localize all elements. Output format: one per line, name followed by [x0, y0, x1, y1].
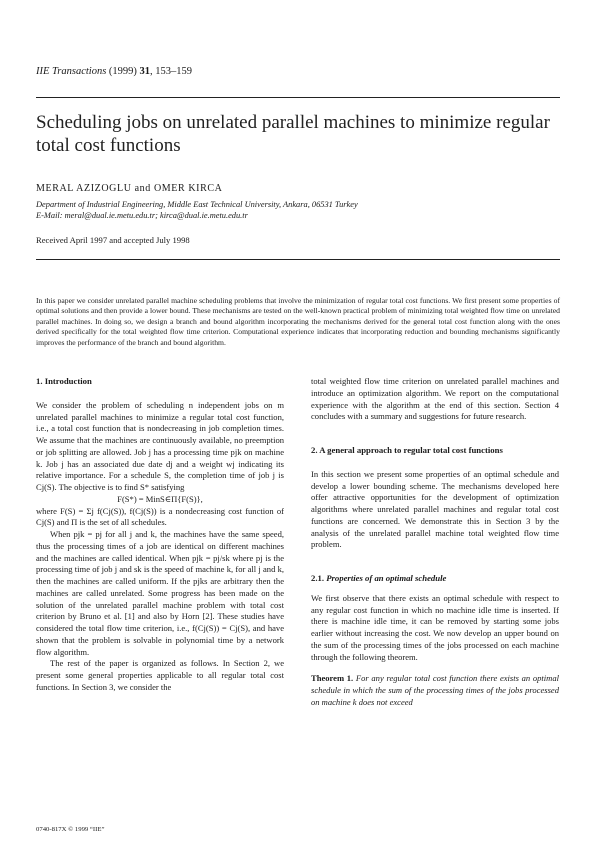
top-rule: [36, 97, 560, 98]
theorem-text: For any regular total cost function there exists an optimal schedule in which the sum of the processing times of the jobs processed on machine k does not exceed: [311, 673, 559, 707]
section-1-continuation: total weighted flow time criterion on unrelated parallel machines and introduce an optimization algorithm. We report on the computational experience with the algorithm at the end of this section. Section 4 concludes with a summary and suggestions for future research.: [311, 376, 559, 422]
section-1-paragraph-2: where F(S) = Σj f(Cj(S)), f(Cj(S)) is a nondecreasing cost function of Cj(S) and Π is the set of all schedules.: [36, 505, 284, 528]
section-1-paragraph-3: When pjk = pj for all j and k, the machines have the same speed, thus the processing times of a job are identical on different machines and the machines are called identical. When pjk = pj/sk where pj is the processing time of job j and sk is the speed of machine k, for all j and k, then the machines are called uniform. If the pjks are arbitrary then the machines are called unrelated. Some progress has been made on the solution of the unrelated parallel machine problem with total cost criterion by Bruno et al. [1] and also by Horn [2]. These studies have considered the total flow time criterion, i.e., f(Cj(S)) = Cj(S), and have shown that the problem is solvable in polynomial time by a network flow algorithm.: [36, 529, 284, 657]
column-left: [36, 376, 284, 694]
copyright-footer: 0740-817X © 1999 “IIE”: [36, 826, 105, 833]
section-2-heading: 2. A general approach to regular total cost functions: [311, 445, 503, 455]
subsection-number: 2.1.: [311, 573, 325, 583]
subsection-2-1-paragraph: We first observe that there exists an optimal schedule with respect to any regular cost function in which no machine idle time is inserted. If there is machine idle time, it can be removed by starting some jobs earlier without increasing the cost. We now develop an upper bound on the sum of the processing times of the jobs processed on each machine through the following theorem.: [311, 592, 559, 662]
paper-title: Scheduling jobs on unrelated parallel machines to minimize regular total cost functions: [36, 112, 550, 156]
theorem-label: Theorem 1.: [311, 673, 354, 684]
subsection-2-1-heading: [311, 573, 559, 585]
section-1-heading: 1. Introduction: [36, 376, 92, 386]
affiliation: Department of Industrial Engineering, Middle East Technical University, Ankara, 06531 Turkey: [36, 200, 358, 209]
journal-citation: [36, 66, 192, 77]
section-1-paragraph-4: The rest of the paper is organized as follows. In Section 2, we present some general properties applicable to all regular total cost functions. In Section 3, we consider the: [36, 658, 284, 692]
section-1-paragraph-1: We consider the problem of scheduling n independent jobs on m unrelated parallel machines to minimize a regular total cost function, i.e., a total cost function that is nondecreasing in job completion times. We assume that the machines are continuously available, no preemption or job splitting are allowed. Job j has a processing time pjk on machine k. Job j has an associated due date dj and a weight wj indicating its relative importance. For a schedule S, the completion time of job j is Cj(S). The objective is to find S* satisfying: [36, 399, 284, 492]
objective-equation: F(S*) = MinS∈Π{F(S)},: [117, 493, 203, 504]
journal-year: (1999): [108, 66, 137, 77]
email: E-Mail: meral@dual.ie.metu.edu.tr; kirca@dual.ie.metu.edu.tr: [36, 211, 248, 220]
journal-name: IIE Transactions: [36, 66, 107, 77]
section-2-paragraph: In this section we present some properties of an optimal schedule and develop a lower bounding scheme. The mechanisms developed here offer attractive opportunities for the development of optimization algorithms where unrelated parallel machines and regular total cost functions are concerned. We demonstrate this in Section 3 by the analysis of the unrelated parallel machine total weighted flow time problem.: [311, 468, 559, 550]
column-right: [311, 376, 559, 709]
subsection-title: Properties of an optimal schedule: [326, 573, 447, 583]
journal-pages: , 153–159: [150, 66, 193, 77]
abstract: In this paper we consider unrelated parallel machine scheduling problems that involve the minimization of regular total cost functions. We first present some properties of optimal solutions and then provide a lower bound. These mechanisms are tested on the well-known practical problem of minimizing total weighted flow time on unrelated parallel machines. In doing so, we design a branch and bound algorithm incorporating the mechanisms derived for the general total cost function along with the ones derived specifically for the total weighted flow time criterion. Computational experience indicates that incorporating reduction and bounding mechanisms significantly improves the performance of the branch and bound algorithm.: [36, 296, 560, 347]
journal-volume: 31: [139, 66, 151, 77]
bottom-rule: [36, 259, 560, 260]
affiliation-block: [36, 199, 358, 221]
authors: MERAL AZIZOGLU and OMER KIRCA: [36, 183, 223, 194]
received-date: Received April 1997 and accepted July 1998: [36, 235, 190, 245]
theorem-1: [311, 673, 559, 708]
